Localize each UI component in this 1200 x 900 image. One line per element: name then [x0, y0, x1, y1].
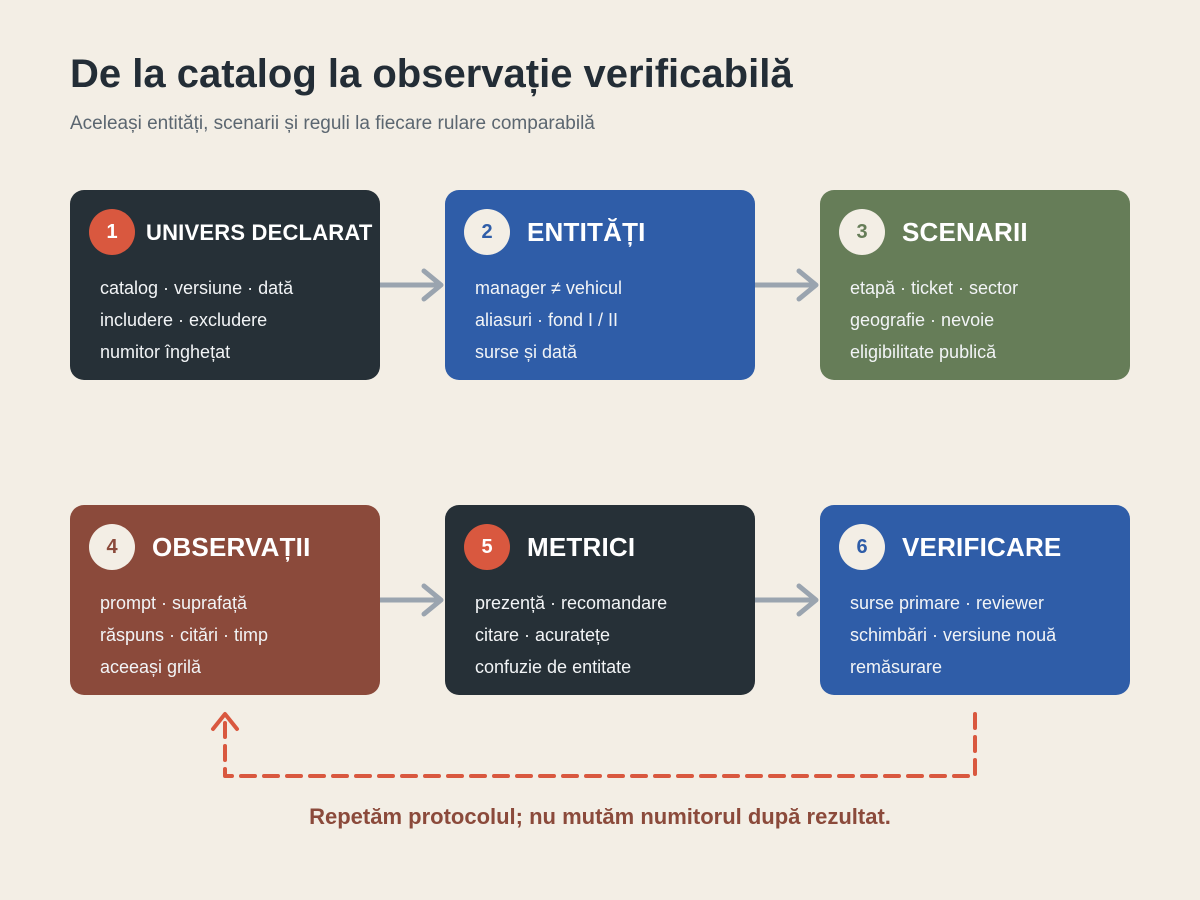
- card-detail-line: schimbări · versiune nouă: [850, 625, 1057, 645]
- card-detail-line: prompt · suprafață: [100, 593, 248, 613]
- card-detail-list: [850, 272, 1018, 368]
- stage-card-univers-declarat: [70, 190, 380, 380]
- step-number-badge: 3: [839, 209, 885, 255]
- card-detail-list: [100, 587, 268, 683]
- card-title: UNIVERS DECLARAT: [146, 220, 373, 245]
- loop-note: Repetăm protocolul; nu mutăm numitorul după rezultat.: [309, 804, 891, 829]
- card-detail-line: eligibilitate publică: [850, 342, 997, 362]
- card-detail-line: includere · excludere: [100, 310, 268, 330]
- stage-card-scenarii: [820, 190, 1130, 380]
- page-title: De la catalog la observație verificabilă: [70, 52, 793, 96]
- step-number-badge: 4: [89, 524, 135, 570]
- card-detail-line: surse primare · reviewer: [850, 593, 1045, 613]
- card-title: VERIFICARE: [902, 532, 1062, 562]
- card-detail-line: manager ≠ vehicul: [475, 278, 622, 298]
- card-title: OBSERVAȚII: [152, 532, 311, 562]
- step-number-badge: 5: [464, 524, 510, 570]
- arrow-2-to-3: [755, 271, 816, 299]
- card-detail-line: prezență · recomandare: [475, 593, 668, 613]
- card-detail-line: confuzie de entitate: [475, 657, 632, 677]
- card-detail-list: [475, 587, 667, 683]
- arrow-5-to-6: [755, 586, 816, 614]
- stage-card-observatii: [70, 505, 380, 695]
- step-number-badge: 2: [464, 209, 510, 255]
- card-detail-line: remăsurare: [850, 657, 943, 677]
- arrow-4-to-5: [380, 586, 441, 614]
- card-detail-line: etapă · ticket · sector: [850, 278, 1019, 298]
- loop-back-arrow: [213, 714, 975, 776]
- card-detail-line: aliasuri · fond I / II: [475, 310, 619, 330]
- card-title: ENTITĂȚI: [527, 217, 646, 247]
- stage-card-metrici: [445, 505, 755, 695]
- card-detail-line: geografie · nevoie: [850, 310, 995, 330]
- step-number-badge: 6: [839, 524, 885, 570]
- card-detail-line: numitor înghețat: [100, 342, 231, 362]
- card-detail-line: aceeași grilă: [100, 657, 202, 677]
- card-detail-line: citare · acuratețe: [475, 625, 611, 645]
- card-detail-line: surse și dată: [475, 342, 578, 362]
- arrow-1-to-2: [380, 271, 441, 299]
- card-detail-list: [850, 587, 1056, 683]
- card-detail-line: răspuns · citări · timp: [100, 625, 269, 645]
- card-title: SCENARII: [902, 217, 1028, 247]
- stage-card-verificare: [820, 505, 1130, 695]
- card-detail-list: [475, 272, 622, 368]
- card-title: METRICI: [527, 532, 636, 562]
- stage-card-entitati: [445, 190, 755, 380]
- page-subtitle: Aceleași entități, scenarii și reguli la fiecare rulare comparabilă: [70, 113, 595, 134]
- card-detail-list: [100, 272, 293, 368]
- step-number-badge: 1: [89, 209, 135, 255]
- card-detail-line: catalog · versiune · dată: [100, 278, 294, 298]
